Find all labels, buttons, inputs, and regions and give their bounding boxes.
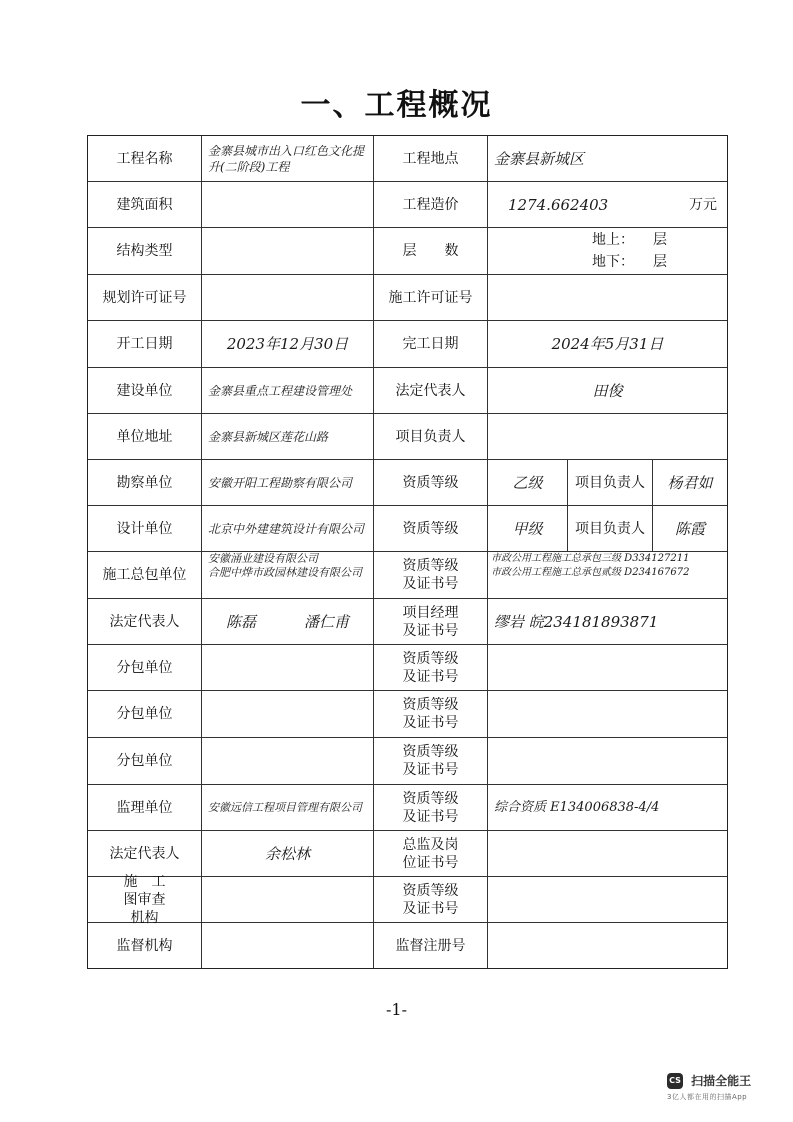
sub1-grade-value xyxy=(488,645,727,691)
design-label: 设计单位 xyxy=(88,506,202,552)
review-value xyxy=(202,877,374,923)
survey-value: 安徽开阳工程勘察有限公司 xyxy=(202,460,374,506)
pm-label: 项目经理及证书号 xyxy=(374,599,488,645)
sup-legal-rep-label: 法定代表人 xyxy=(88,831,202,877)
sub3-label: 分包单位 xyxy=(88,738,202,785)
gc-legal-rep-field xyxy=(202,599,374,645)
general-contractor-field xyxy=(202,552,374,599)
area-label: 建筑面积 xyxy=(88,182,202,228)
monitor-reg-value xyxy=(488,923,727,968)
survey-grade-value: 乙级 xyxy=(488,460,568,506)
scanner-app-name: 扫描全能王 xyxy=(691,1074,752,1088)
gc-legal-rep-label: 法定代表人 xyxy=(88,599,202,645)
page-title: 一、工程概况 xyxy=(300,88,493,123)
planning-permit-label: 规划许可证号 xyxy=(88,275,202,321)
sub2-label: 分包单位 xyxy=(88,691,202,738)
structure-value xyxy=(202,228,374,275)
start-date-label: 开工日期 xyxy=(88,321,202,368)
floors-above xyxy=(573,229,667,251)
gc-grade-field xyxy=(488,552,727,599)
construction-permit-value xyxy=(488,275,727,321)
survey-label: 勘察单位 xyxy=(88,460,202,506)
supervision-grade-value: 综合资质 E134006838-4/4 xyxy=(488,785,727,831)
sub3-value xyxy=(202,738,374,785)
planning-permit-value xyxy=(202,275,374,321)
sub1-grade-label: 资质等级及证书号 xyxy=(374,645,488,691)
survey-lead-value: 杨君如 xyxy=(653,460,727,506)
pm-value: 缪岩 皖234181893871 xyxy=(488,599,727,645)
floors-below xyxy=(573,251,667,273)
page-number: -1- xyxy=(386,1000,407,1019)
scanner-tagline: 3亿人都在用的扫描App xyxy=(667,1093,748,1101)
structure-label: 结构类型 xyxy=(88,228,202,275)
gc-grade-value-1: 市政公用工程施工总承包三级 D334127211 xyxy=(491,553,690,564)
sub1-label: 分包单位 xyxy=(88,645,202,691)
design-grade-label: 资质等级 xyxy=(374,506,488,552)
project-site-label: 工程地点 xyxy=(374,136,488,182)
design-grade-value: 甲级 xyxy=(488,506,568,552)
monitor-reg-label: 监督注册号 xyxy=(374,923,488,968)
project-name-value: 金寨县城市出入口红色文化提升(二阶段)工程 xyxy=(202,136,374,182)
floors-above-unit: 层 xyxy=(653,232,667,248)
chief-sup-value xyxy=(488,831,727,877)
sup-legal-rep-value: 余松林 xyxy=(202,831,374,877)
construction-permit-label: 施工许可证号 xyxy=(374,275,488,321)
general-contractor-value-1: 安徽涌业建设有限公司 xyxy=(208,552,318,565)
project-site-value: 金寨县新城区 xyxy=(488,136,727,182)
cost-label: 工程造价 xyxy=(374,182,488,228)
review-grade-label: 资质等级及证书号 xyxy=(374,877,488,923)
floors-above-label: 地上： xyxy=(592,232,634,248)
supervision-grade-label: 资质等级及证书号 xyxy=(374,785,488,831)
monitor-value xyxy=(202,923,374,968)
monitor-label: 监督机构 xyxy=(88,923,202,968)
review-label: 施 工 图审查机构 xyxy=(88,877,202,923)
project-lead-value xyxy=(488,414,727,460)
gc-grade-label: 资质等级及证书号 xyxy=(374,552,488,599)
sub2-value xyxy=(202,691,374,738)
project-overview-table xyxy=(87,135,728,969)
scanner-logo-icon: CS xyxy=(667,1073,683,1089)
floors-field xyxy=(488,228,727,275)
design-lead-value: 陈霞 xyxy=(653,506,727,552)
builder-value: 金寨县重点工程建设管理处 xyxy=(202,368,374,414)
gc-grade-value-2: 市政公用工程施工总承包贰级 D234167672 xyxy=(491,567,690,578)
supervision-label: 监理单位 xyxy=(88,785,202,831)
supervision-value: 安徽远信工程项目管理有限公司 xyxy=(202,785,374,831)
survey-grade-label: 资质等级 xyxy=(374,460,488,506)
chief-sup-label: 总监及岗位证书号 xyxy=(374,831,488,877)
review-grade-value xyxy=(488,877,727,923)
floors-below-label: 地下： xyxy=(592,254,634,270)
sub3-grade-value xyxy=(488,738,727,785)
cost-unit: 万元 xyxy=(689,196,717,213)
scanner-watermark xyxy=(667,1070,777,1102)
gc-legal-rep-value-2: 潘仁甫 xyxy=(303,612,349,631)
project-name-label: 工程名称 xyxy=(88,136,202,182)
cost-value: 1274.662403 xyxy=(508,195,609,214)
design-value: 北京中外建建筑设计有限公司 xyxy=(202,506,374,552)
sub2-grade-value xyxy=(488,691,727,738)
builder-label: 建设单位 xyxy=(88,368,202,414)
start-date-value: 2023年12月30日 xyxy=(202,321,374,368)
general-contractor-label: 施工总包单位 xyxy=(88,552,202,599)
gc-legal-rep-value-1: 陈磊 xyxy=(225,612,256,631)
address-value: 金寨县新城区莲花山路 xyxy=(202,414,374,460)
sub1-value xyxy=(202,645,374,691)
general-contractor-value-2: 合肥中烨市政园林建设有限公司 xyxy=(208,566,362,579)
area-value xyxy=(202,182,374,228)
address-label: 单位地址 xyxy=(88,414,202,460)
survey-lead-label: 项目负责人 xyxy=(568,460,653,506)
end-date-value: 2024年5月31日 xyxy=(488,321,727,368)
floors-below-unit: 层 xyxy=(653,254,667,270)
cost-field xyxy=(488,182,727,228)
sub3-grade-label: 资质等级及证书号 xyxy=(374,738,488,785)
legal-rep-value: 田俊 xyxy=(488,368,727,414)
floors-label: 层 数 xyxy=(374,228,488,275)
project-lead-label: 项目负责人 xyxy=(374,414,488,460)
legal-rep-label: 法定代表人 xyxy=(374,368,488,414)
sub2-grade-label: 资质等级及证书号 xyxy=(374,691,488,738)
end-date-label: 完工日期 xyxy=(374,321,488,368)
design-lead-label: 项目负责人 xyxy=(568,506,653,552)
